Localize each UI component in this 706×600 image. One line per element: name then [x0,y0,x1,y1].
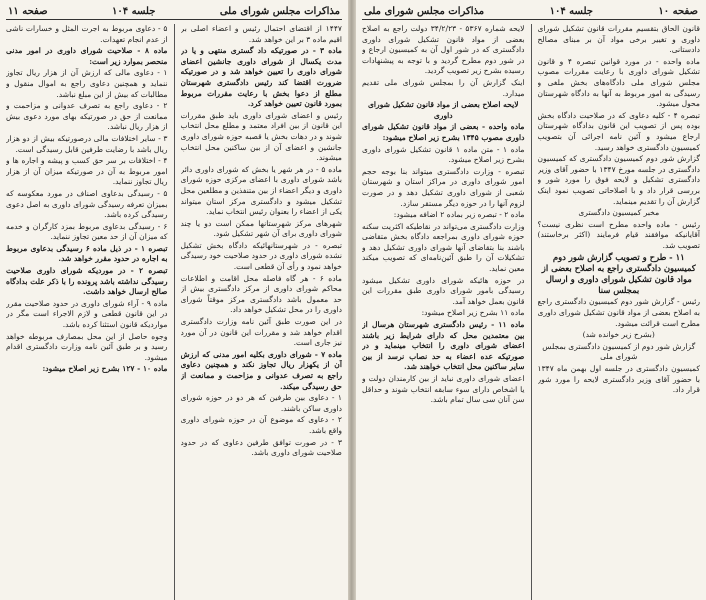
left-page [0,0,348,600]
paragraph: شهرهای مرکز شهرستانها ممکن است دو یا چند شورای داوری برای آن شهر تشکیل شود. [180,218,342,239]
right-page-left-column [362,24,525,600]
paragraph: ماده ۱ - متن ماده ۱ قانون تشکیل شورای داوری بشرح زیر اصلاح میشود. [362,144,525,165]
paragraph: ماده واحده - بعضی از مواد قانون تشکیل شورای داوری مصوب ۱۳۴۵ بشرح زیر اصلاح میشود: [362,122,525,142]
paragraph: تبصره ۱ - در ذیل ماده ۶ رسیدگی بدعاوی مربوط به اجاره در حدود مقرر خواهد شد. [6,243,168,264]
paragraph: ۴ - اختلافات بر سر حق کسب و پیشه و اجاره ها و امور مربوط به آن در صورتیکه میزان آن از هزار ریال تجاوز ننماید. [6,156,168,187]
paragraph: ماده ۲ - تبصره زیر بماده ۲ اضافه میشود: [393,210,525,220]
paragraph: ۳ - در صورت توافق طرفین دعاوی که در حدود صلاحیت شورای داوری باشد. [180,437,342,458]
left-header-title: مذاکرات مجلس شورای ملی [219,6,340,17]
paragraph: گزارش شور دوم کمیسیون دادگستری که کمیسیون دادگستری در جلسه مورخ ۱۳۴۷ با حضور آقای وزیر دادگستری تشکیل و لایحه فوق را مورد شور و بررسی قرار داد و با اصلاحاتی تصویب نمود اینک گزارش آن را تقدیم مینماید. [537,154,700,206]
column-divider [531,24,532,600]
paragraph: ۳ - سایر اختلافات مالی درصورتیکه بیش از دو هزار ریال باشد با رضایت طرفین قابل رسیدگی است. [6,133,168,154]
paragraph: گزارش شور دوم از کمیسیون دادگستری بمجلس شورای ملی [542,341,696,362]
paragraph: ۱ - دعاوی مالی که ارزش آن از هزار ریال تجاوز ننماید و همچنین دعاوی راجع به اموال منقول و مطالبات که بیش از این مبلغ نباشد. [6,68,168,99]
left-page-header [6,6,342,20]
paragraph: لایحه شماره ۵۳۶۷ - ۳۴/۲/۲۳ دولت راجع به اصلاح بعضی از مواد قانون تشکیل شورای داوری دادگستری که در شور اول آن به کمیسیون ارجاع و در شور دوم مطرح گردید و با توجه به پیشنهادات رسیده بشرح زیر تصویب گردید. [362,24,525,76]
paragraph: در حوزه هائیکه شورای داوری تشکیل میشود رسیدگی بامور شورای داوری طبق مقررات این قانون بعمل خواهد آمد. [362,275,525,306]
book-spine [348,0,356,600]
column-divider [174,24,175,600]
paragraph: رئیس و اعضای شورای داوری باید طبق مقررات این قانون از بین افراد معتمد و مطلع محل انتخاب شوند و در دهات بخش یا قصبه حوزه شورای داوری جانشین و اعضای آن از بین ساکنین محل انتخاب میشوند. [180,110,342,163]
paragraph: ماده ۸ - صلاحیت شورای داوری در امور مدنی منحصر بموارد زیر است: [6,46,168,66]
paragraph: ماده ۷ - شورای داوری بکلیه امور مدنی که ارزش آن از یکهزار ریال تجاوز نکند و همچنین دعاوی راجع به تصرف عدوانی و مزاحمت و ممانعت از حق رسیدگی میکند. [180,349,342,391]
paragraph: ۲ - دعاوی که موضوع آن در حوزه شورای داوری واقع باشد. [180,415,342,435]
paragraph: ماده ۱۰ - ۱۲۷ بشرح زیر اصلاح میشود: [42,364,168,374]
paragraph: ۱ - دعاوی بین طرفین که هر دو در حوزه شورای داوری ساکن باشند. [180,393,342,413]
left-header-page-number: صفحه ۱۱ [8,6,48,17]
right-header-session: جلسه ۱۰۴ [549,6,593,17]
paragraph: ۱۴۴۷ از اقتضای احتمال رئیس و اعضاء اصلی بر اقیم ماده ۳ بر این خواهد شد. [180,24,342,44]
paragraph: تبصره - در شهرستانهائیکه دادگاه بخش تشکیل نشده شورای داوری در حدود صلاحیت خود رسیدگی خواهد نمود و رأی آن قطعی است. [180,240,342,272]
paragraph: ماده واحده - در مورد قوانین تبصره ۴ و قانون تشکیل شورای داوری با رعایت مقررات مصوب مجلس شورای ملی دادگاه‌های بخش ملغی و رسیدگی به امور مربوط به آنها به دادگاه شهرستان محول میشود. [537,56,700,109]
signature-line: مخبر کمیسیون دادگستری [578,208,660,218]
left-header-session: جلسه ۱۰۴ [112,6,156,17]
right-header-title: مذاکرات مجلس شورای ملی [364,6,485,17]
paragraph: تبصره - وزارت دادگستری میتواند بنا بوجه حجم امور شورای داوری در مراکز استان و شهرستان شعبی از شورای داوری تشکیل دهد و در صورت لزوم آنها را در حوزه دیگر مستقر سازد. [362,166,525,208]
section-heading: ۱۱ - طرح و تصویب گزارش شور دوم کمیسیون دادگستری راجع به اصلاح بعضی از مواد قانون تشکیل شورای داوری و ارسال بمجلس سنا [541,252,696,296]
right-page-right-column [538,24,701,600]
paragraph: وجوه حاصل از این محل بمصارف مربوطه خواهد رسید و بر طبق آئین نامه وزارت دادگستری اقدام میشود. [6,331,168,362]
paragraph: ۵ - رسیدگی بدعاوی اصناف در مورد معکوسه که بمیزان تعرفه رسیدگی شورای داوری به اصل دعوی رسیدگی کرده باشد. [6,188,168,220]
paragraph: (بشرح زیر خوانده شد) [582,330,655,340]
paragraph: رئیس - ماده واحده مطرح است نظری نیست؟ آقایانیکه موافقند قیام فرمایند (اکثر برخاستند) تصویب شد. [537,219,700,250]
right-header-page-number: صفحه ۱۰ [658,6,698,17]
paragraph: ماده ۳ - در صورتیکه داد گستری منتهی و یا در مدت یکسال از شورای داوری جانشین اعضای شورای داوری را تعیین خواهد شد و در صورتیکه ضرورت اقتضا کند رئیس دادگستری شهرستان مطلع از دعوا بخش با رعایت مقررات مربوط بمورد قانون تعیین خواهد کرد. [180,46,342,109]
right-page [356,0,706,600]
paragraph: ۵ - دعاوی مربوط به اجرت المثل و خسارات ناشی از عدم انجام تعهدات. [6,24,168,44]
paragraph: کمیسیون دادگستری در جلسه اول بهمن ماه ۱۳۴۷ با حضور آقای وزیر دادگستری لایحه را مورد شور قرار داد. [537,364,700,395]
paragraph: ماده ۵ - در هر شهر یا بخش که شورای داوری دائر باشد شورای داوری با اعضای مرکزی حوزه شورای داوری و دیگر اعضاء از بین متنفذین و مطلعین محل تشکیل میشود و دادگستری مرکز استان میتواند یکی از اعضاء را بعنوان رئیس انتخاب نماید. [180,164,342,217]
paragraph: اعضای شورای داوری نباید از بین کارمندان دولت و یا اشخاص دارای سوء سابقه انتخاب شوند و حداقل سن آنان سی سال تمام باشد. [362,374,525,405]
paragraph: ماده ۹ - آراء شورای داوری در حدود صلاحیت مقرر در این قانون قطعی و لازم الاجراء است مگر در مواردیکه قانون استثنا کرده باشد. [6,298,168,330]
paragraph: در این صورت طبق آئین نامه وزارت دادگستری اقدام خواهد شد و مقررات این قانون در آن مورد نیز جاری است. [180,317,342,348]
right-page-header [362,6,700,20]
paragraph: تبصره ۲ - در موردیکه شورای داوری صلاحیت رسیدگی نداشته باشد پرونده را با ذکر علت بدادگاه صالح ارسال خواهد داشت. [6,266,168,297]
left-page-left-column [6,24,168,600]
paragraph: ماده ۱۱ - رئیس دادگستری شهرستان هرسال از بین معتمدین محل که دارای شرایط زیر باشند اعضای شورای داوری را انتخاب مینماید و در صورتیکه عده اعضاء به حد نصاب نرسد از بین سایر ساکنین محل انتخاب خواهند شد. [362,320,525,372]
paragraph: ۲ - دعاوی راجع به تصرف عدوانی و مزاحمت و ممانعت از حق در صورتیکه بهای مورد دعوی بیش از هزار ریال نباشد. [6,101,168,132]
paragraph: ماده ۶ - هر گاه فاصله محل اقامت و اطلاعات محاکم شورای داوری از مرکز دادگستری بیش از حد معمول باشد دادگستری مرکز موقتاً شورای داوری را در محل تشکیل خواهد داد. [180,273,342,315]
paragraph: رئیس - گزارش شور دوم کمیسیون دادگستری راجع به اصلاح بعضی از مواد قانون تشکیل شورای داوری مطرح است قرائت میشود. [537,297,700,328]
paragraph: ماده ۱۱ بشرح زیر اصلاح میشود: [421,308,525,318]
left-page-right-column [181,24,343,600]
paragraph: لایحه اصلاح بعضی از مواد قانون تشکیل شورای داوری [367,100,519,120]
paragraph: وزارت دادگستری می‌تواند در نقاطیکه اکثریت سکنه حوزه شورای داوری بمراجعه دادگاه بخش متقاضی باشند بنا بتقاضای آنها شورای داوری تشکیل دهد و تشکیلات آن را طبق آئین‌نامه‌ای که تصویب میکند معین نماید. [362,221,525,274]
paragraph: اینک گزارش آن را بمجلس شورای ملی تقدیم میدارد. [362,77,525,98]
paragraph: ۶ - رسیدگی بدعاوی مربوط بمزد کارگران و خدمه که میزان آن از حد معین تجاوز ننماید. [6,221,168,242]
paragraph: تبصره ۴ - کلیه دعاوی که در صلاحیت دادگاه بخش بوده پس از تصویب این قانون بدادگاه شهرستان ارجاع میشود و آئین نامه اجرائی آن بتصویب کمیسیون دادگستری خواهد رسید. [537,110,700,152]
paragraph: قانون الحاق بتقسیم مقررات قانون تشکیل شورای داوری و تغییر برخی مواد آن بر مبنای مصالح دادستانی. [537,24,700,55]
